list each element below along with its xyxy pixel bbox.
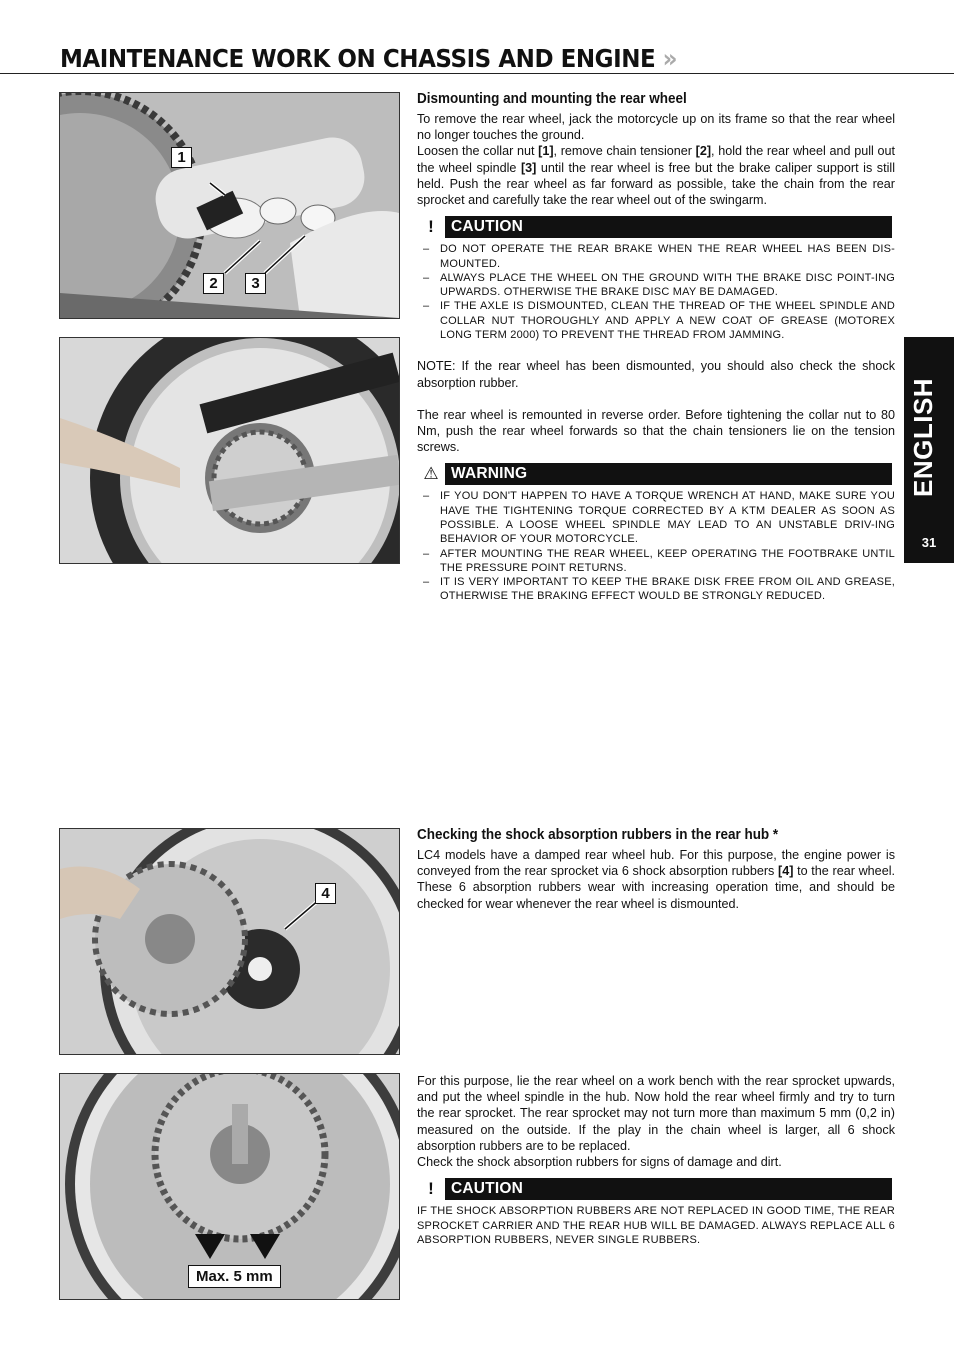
text-run: , hold the rear wheel and pull out the wheel spindle xyxy=(417,144,896,175)
photo-sprocket-play xyxy=(59,1073,400,1300)
warning-list xyxy=(417,489,895,603)
caution-banner xyxy=(420,216,892,238)
language-label: ENGLISH xyxy=(908,377,938,497)
list-item: – IF YOU DON'T HAPPEN TO HAVE A TORQUE WRENCH AT HAND, MAKE SURE YOU HAVE THE TIGHTENING TORQUE CORRECTED BY A KTM DEALER AS SOON AS POSSIBLE. A LOOSE WHEEL SPINDLE MAY LEAD TO AN UNSTABLE DRIV-ING BEHAVIOR OF YOUR MOTORCYCLE. xyxy=(417,489,895,546)
caution-label: CAUTION xyxy=(451,1180,524,1198)
text-run: LC4 models have a damped rear wheel hub. For this purpose, the engine power is conveyed from the rear sprocket via 6 shock absorption rubbers xyxy=(417,848,895,879)
exclamation-icon: ! xyxy=(420,1178,445,1200)
photo-rear-hub xyxy=(59,828,400,1055)
callout-2: 2 xyxy=(203,273,224,294)
list-item: – DO NOT OPERATE THE REAR BRAKE WHEN THE REAR WHEEL HAS BEEN DIS-MOUNTED. xyxy=(417,242,895,271)
list-item: – IF THE AXLE IS DISMOUNTED, CLEAN THE THREAD OF THE WHEEL SPINDLE AND COLLAR NUT THOROUGHLY AND APPLY A NEW COAT OF GREASE (MOTOREX LONG TERM 2000) TO PREVENT THE THREAD FROM JAMMING. xyxy=(417,299,895,342)
text-run: Loosen the collar nut xyxy=(417,144,539,159)
damage-check-paragraph: Check the shock absorption rubbers for signs of damage and dirt. xyxy=(417,1155,782,1170)
caution-label: CAUTION xyxy=(451,218,524,236)
spacer xyxy=(417,342,895,358)
remount-paragraph: The rear wheel is remounted in reverse order. Before tightening the collar nut to 80 Nm, push the rear wheel forwards so that the chain tensioners lie on the tension screws. xyxy=(417,407,895,455)
photo-rear-wheel xyxy=(59,337,400,564)
note-paragraph: NOTE: If the rear wheel has been dismounted, you should also check the shock absorption rubber. xyxy=(417,359,895,390)
list-item: – ALWAYS PLACE THE WHEEL ON THE GROUND WITH THE BRAKE DISC POINT-ING UPWARDS. OTHERWISE THE BRAKE DISC MAY BE DAMAGED. xyxy=(417,271,895,300)
chevron-icon: » xyxy=(662,44,678,73)
callout-1: 3 xyxy=(245,273,266,294)
callout-3: 1 xyxy=(171,147,192,168)
language-tab xyxy=(904,337,954,563)
page-title-text: MAINTENANCE WORK ON CHASSIS AND ENGINE xyxy=(60,44,656,73)
caution-list xyxy=(417,242,895,342)
rear-axle-illustration xyxy=(60,93,399,318)
shock-rubbers-paragraph xyxy=(417,847,895,912)
warning-triangle-icon: ⚠ xyxy=(420,463,445,485)
caution-banner xyxy=(420,1178,892,1200)
section-shock-rubbers xyxy=(417,827,895,912)
text-run: , remove chain tensioner xyxy=(553,144,696,159)
header-divider xyxy=(0,73,954,74)
text-run: until the rear wheel is free but the brake caliper support is still held. Push the rear wheel as far forward as possible, take the chain from the rear sprocket and carefully take the rear wheel out of the swingarm. xyxy=(417,160,895,208)
section-title-shock-rubbers: Checking the shock absorption rubbers in the rear hub * xyxy=(417,827,779,843)
dismount-intro: To remove the rear wheel, jack the motorcycle up on its frame so that the rear wheel no longer touches the ground. xyxy=(417,112,895,143)
section-title-dismount: Dismounting and mounting the rear wheel xyxy=(417,91,687,107)
section-play-check xyxy=(417,1073,895,1247)
list-item: – AFTER MOUNTING THE REAR WHEEL, KEEP OPERATING THE FOOTBRAKE UNTIL THE PRESSURE POINT RETURNS. xyxy=(417,547,895,576)
ref-3: [3] xyxy=(520,160,537,175)
warning-banner xyxy=(420,463,892,485)
exclamation-icon: ! xyxy=(420,216,445,238)
list-item: – IT IS VERY IMPORTANT TO KEEP THE BRAKE DISK FREE FROM OIL AND GREASE, OTHERWISE THE BRAKING EFFECT WOULD BE STRONGLY REDUCED. xyxy=(417,575,895,604)
ref-2: [2] xyxy=(695,144,712,159)
ref-1: [1] xyxy=(538,144,554,159)
photo-rear-axle xyxy=(59,92,400,319)
max-play-label: Max. 5 mm xyxy=(188,1265,281,1288)
caution-text: IF THE SHOCK ABSORPTION RUBBERS ARE NOT REPLACED IN GOOD TIME, THE REAR SPROCKET CARRIER AND THE REAR HUB WILL BE DAMAGED. ALWAYS REPLACE ALL 6 ABSORPTION RUBBERS, NEVER SINGLE RUBBERS. xyxy=(417,1205,895,1246)
warning-label: WARNING xyxy=(451,465,528,483)
callout-4: 4 xyxy=(315,883,336,904)
section-dismount xyxy=(417,91,895,604)
play-check-paragraph: For this purpose, lie the rear wheel on a work bench with the rear sprocket upwards, and put the wheel spindle in the hub. Now hold the rear wheel firmly and try to turn the rear sprocket. The rear sprocket may not turn more than maximum 5 mm (0,2 in) measured on the outside. If the play in the chain wheel is larger, all 6 shock absorption rubbers are to be replaced. xyxy=(417,1074,895,1153)
rear-hub-illustration xyxy=(60,829,399,1054)
page-title xyxy=(60,44,677,73)
ref-4: [4] xyxy=(778,864,794,879)
rear-wheel-illustration xyxy=(60,338,399,563)
dismount-steps xyxy=(417,143,895,208)
spacer xyxy=(417,391,895,407)
page-number: 31 xyxy=(921,535,937,550)
text-run: to the rear wheel. These 6 absorption rubbers wear with increasing operation time, and should be checked for wear whenever the rear wheel is dismounted. xyxy=(417,864,895,911)
